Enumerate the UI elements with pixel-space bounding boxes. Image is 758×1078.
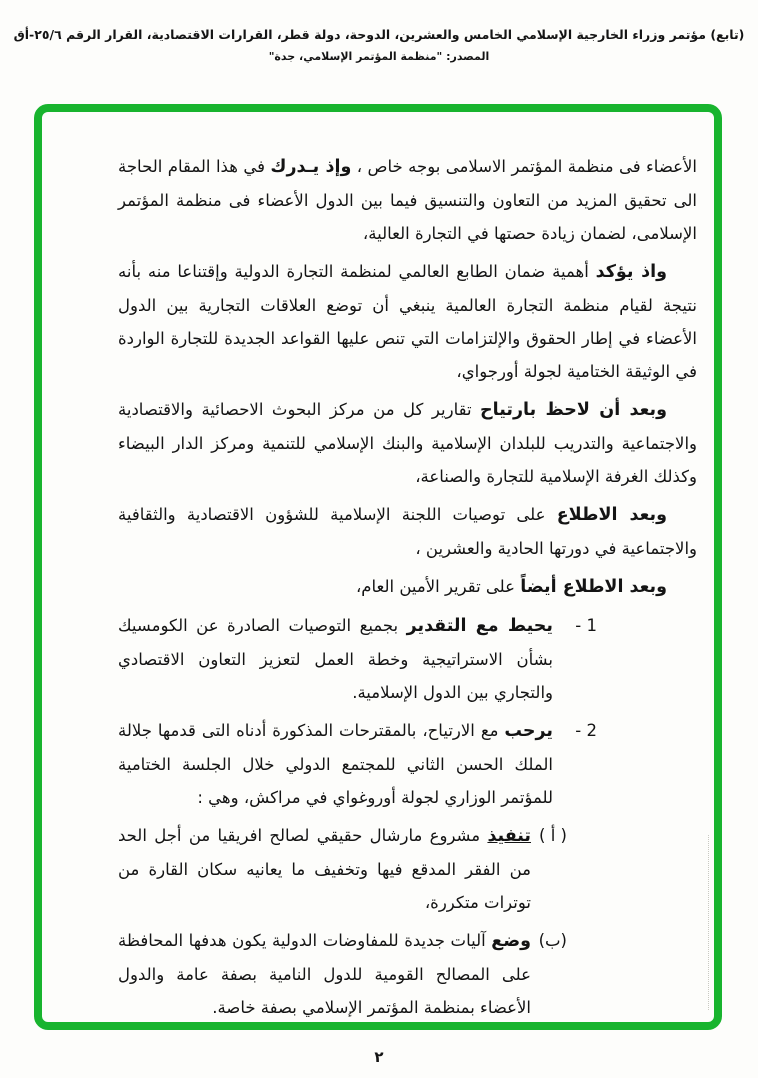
- paragraph: [118, 150, 697, 250]
- lettered-item: [118, 819, 567, 919]
- list-item-text: [118, 819, 531, 919]
- body-text: تقارير كل من مركز البحوث الاحصائية والاقتصادية والاجتماعية والتدريب للبلدان الإسلامية والبنك الإسلامي للتنمية ومركز الدار البيضاء وكذلك الغرفة الإسلامية للتجارة والصناعة،: [118, 400, 697, 486]
- lettered-item: [118, 924, 567, 1024]
- emphasis-text: وبعد الاطلاع: [556, 505, 667, 525]
- emphasis-text: يرحب: [504, 721, 553, 741]
- body-text: في هذا المقام الحاجة الى تحقيق المزيد من التعاون والتنسيق فيما بين الدول الأعضاء فى منظمة المؤتمر الإسلامى، لضمان زيادة حصتها في التجارة العالية،: [118, 157, 697, 243]
- list-marker: 2 -: [575, 721, 597, 740]
- body-text: أهمية ضمان الطابع العالمي لمنظمة التجارة الدولية وإقتناعا منه بأنه نتيجة لقيام منظمة التجارة العالمية ينبغي أن توضع العلاقات التجارية بين الدول الأعضاء في إطار الحقوق والإلتزامات التي تنص عليها القواعد الجديدة للتجارة الواردة في الوثيقة الختامية لجولة أورجواي،: [118, 262, 697, 381]
- scan-artifact-dotted-line: [708, 835, 709, 1010]
- list-marker: (ب): [538, 931, 567, 950]
- header-title: (تابع) مؤتمر وزراء الخارجية الإسلامي الخامس والعشرين، الدوحة، دولة قطر، القرارات الاقتصادية، القرار الرقم ٢٥/٦-أق: [13, 27, 745, 42]
- list-marker: 1 -: [575, 616, 597, 635]
- body-text: آليات جديدة للمفاوضات الدولية يكون هدفها المحافظة على المصالح القومية للدول النامية بصفة عامة والدول الأعضاء بمنظمة المؤتمر الإسلامي بصفة خاصة.: [118, 931, 531, 1017]
- emphasis-text: وبعد أن لاحظ بارتياح: [480, 400, 667, 420]
- emphasis-text: يحيط مع التقدير: [406, 616, 553, 636]
- paragraph: [118, 393, 697, 493]
- emphasis-text: وضع: [491, 931, 531, 951]
- body-text: الأعضاء فى منظمة المؤتمر الاسلامى بوجه خاص ،: [351, 157, 697, 176]
- emphasis-text: تنفيذ: [487, 826, 531, 846]
- paragraph: [118, 498, 697, 565]
- body-text: على تقرير الأمين العام،: [355, 577, 521, 596]
- emphasis-text: واذ يؤكد: [595, 262, 668, 282]
- emphasis-text: وإذ يـدرك: [270, 157, 352, 177]
- numbered-item: [118, 714, 597, 814]
- header-source: المصدر: "منظمة المؤتمر الإسلامي، جدة": [268, 50, 490, 63]
- list-item-text: [118, 714, 553, 814]
- body-text: على توصيات اللجنة الإسلامية للشؤون الاقتصادية والثقافية والاجتماعية في دورتها الحادية والعشرين ،: [118, 505, 697, 558]
- list-item-text: [118, 609, 553, 709]
- page-number: ٢: [374, 1048, 384, 1066]
- numbered-item: [118, 609, 597, 709]
- emphasis-text: وبعد الاطلاع أيضاً: [520, 577, 667, 597]
- list-item-text: [118, 924, 531, 1024]
- list-marker: ( أ ): [539, 826, 567, 845]
- body-text: مع الارتياح، بالمقترحات المذكورة أدناه التى قدمها جلالة الملك الحسن الثاني للمجتمع الدولي خلال الجلسة الختامية للمؤتمر الوزاري لجولة أوروغواي في مراكش، وهي :: [118, 721, 553, 807]
- paragraph: [118, 570, 697, 604]
- paragraph: [118, 255, 697, 388]
- body-text: بجميع التوصيات الصادرة عن الكومسيك بشأن الاستراتيجية وخطة العمل لتعزيز التعاون الاقتصادي والتجاري بين الدول الإسلامية.: [118, 616, 553, 702]
- document-body: [118, 150, 697, 1029]
- page-header: [0, 0, 758, 63]
- body-text: مشروع مارشال حقيقي لصالح افريقيا من أجل الحد من الفقر المدقع فيها وتخفيف ما يعانيه سكان القارة من توترات متكررة،: [118, 826, 531, 912]
